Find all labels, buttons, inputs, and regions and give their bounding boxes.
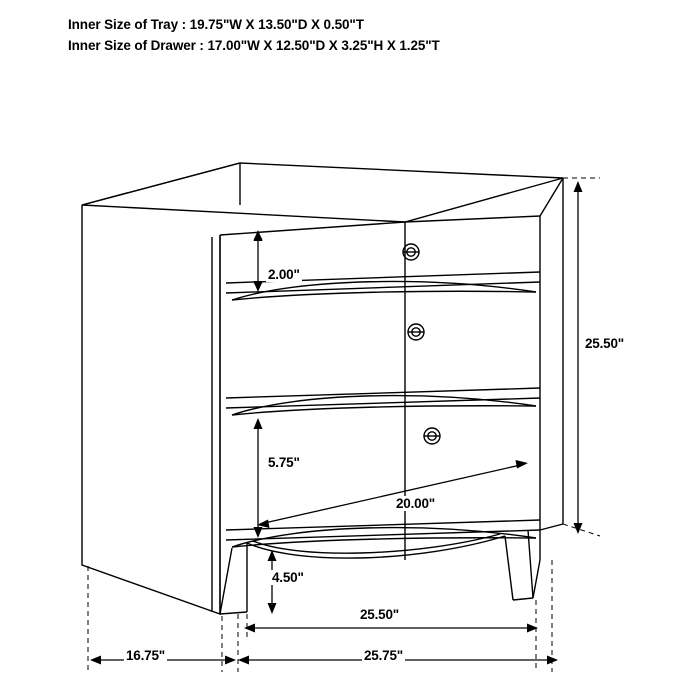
drawer-knob-top	[403, 244, 419, 260]
label-bottom-drawer-height: 5.75"	[268, 455, 300, 470]
dim-25-50-height	[574, 181, 583, 534]
top-left-back-edge	[82, 163, 240, 205]
drawer-knob-bottom	[424, 428, 440, 444]
dim-2-00	[254, 230, 263, 292]
leg-left-inner	[220, 548, 232, 614]
leg-right-inner	[505, 536, 513, 600]
dim-5-75	[254, 418, 263, 538]
leg-right-bottom	[513, 598, 533, 600]
ext-lines-height	[563, 178, 600, 536]
leg-left-bottom	[220, 612, 247, 614]
label-overall-height: 25.50"	[585, 336, 624, 351]
label-top-drawer-height: 2.00"	[268, 267, 300, 282]
drawer2-curve-inner	[232, 406, 536, 415]
cabinet-right-bottom-bevel	[540, 524, 563, 530]
drawer2-bottom-edge	[226, 388, 540, 398]
dim-25-50-width	[244, 624, 538, 633]
apron-curve	[253, 534, 500, 553]
cabinet-top	[82, 163, 563, 222]
drawer-size-line: Inner Size of Drawer : 17.00"W X 12.50"D X 3.25"H X 1.25"T	[68, 38, 440, 53]
label-drawer-front-width: 20.00"	[396, 496, 435, 511]
label-depth: 16.75"	[126, 648, 165, 663]
drawer3-curve-inner	[232, 538, 536, 547]
tray-size-line: Inner Size of Tray : 19.75"W X 13.50"D X 0.50"T	[68, 17, 364, 32]
drawer-knob-middle	[408, 324, 424, 340]
leg-right-bevel	[533, 560, 540, 598]
dim-20-00	[257, 460, 528, 528]
label-leg-height: 4.50"	[272, 570, 304, 585]
cabinet-top-front-edge	[220, 222, 405, 235]
leg-right-front	[528, 530, 533, 598]
drawer1-curve-inner	[232, 291, 536, 300]
cabinet-left-side	[82, 205, 220, 614]
label-front-width: 25.50"	[360, 607, 399, 622]
label-total-width: 25.75"	[364, 648, 403, 663]
